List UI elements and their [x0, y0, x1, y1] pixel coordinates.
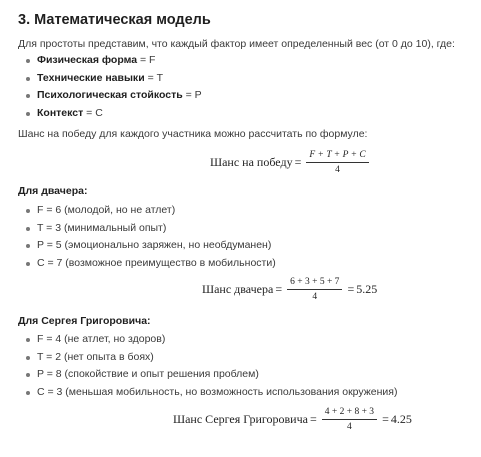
- dvacher-list: [0, 202, 276, 272]
- bullet-icon: [26, 94, 30, 98]
- list-item: Психологическая стойкость = P: [0, 87, 202, 105]
- list-item: F = 6 (молодой, но не атлет): [0, 202, 276, 220]
- list-item: Контекст = C: [0, 105, 202, 123]
- intro-paragraph: Для простоты представим, что каждый фактор имеет определенный вес (от 0 до 10), где:: [18, 38, 455, 50]
- list-item: P = 8 (спокойствие и опыт решения проблем): [0, 366, 397, 384]
- factor-list: [0, 52, 202, 122]
- sergey-list: [0, 331, 397, 401]
- sergey-formula: Шанс Сергея Григоровича = $\frac{4 + 2 + 8 + 3}{4}$ = 4.25: [173, 407, 412, 432]
- bullet-icon: [26, 262, 30, 266]
- list-item: Технические навыки = T: [0, 70, 202, 88]
- bullet-icon: [26, 112, 30, 116]
- list-item: Физическая форма = F: [0, 52, 202, 70]
- fraction: $\frac{6 + 3 + 5 + 7}{4}$: [287, 277, 342, 302]
- fraction: $\frac{F + T + P + C}{4}$: [306, 150, 368, 175]
- fraction: $\frac{4 + 2 + 8 + 3}{4}$: [322, 407, 377, 432]
- dvacher-formula: Шанс двачера = $\frac{6 + 3 + 5 + 7}{4}$ = 5.25: [202, 277, 378, 302]
- subheading-dvacher: Для двачера:: [18, 185, 88, 197]
- list-item: P = 5 (эмоционально заряжен, но необдуманен): [0, 237, 276, 255]
- list-item: T = 2 (нет опыта в боях): [0, 349, 397, 367]
- main-formula: Шанс на победу = $\frac{F + T + P + C}{4}$: [210, 150, 372, 175]
- bullet-icon: [26, 356, 30, 360]
- list-item: T = 3 (минимальный опыт): [0, 220, 276, 238]
- bullet-icon: [26, 209, 30, 213]
- section-heading: 3. Математическая модель: [18, 12, 211, 28]
- bullet-icon: [26, 227, 30, 231]
- bullet-icon: [26, 338, 30, 342]
- formula-intro: Шанс на победу для каждого участника можно рассчитать по формуле:: [18, 128, 368, 140]
- list-item: C = 7 (возможное преимущество в мобильности): [0, 255, 276, 273]
- bullet-icon: [26, 391, 30, 395]
- list-item: C = 3 (меньшая мобильность, но возможность использования окружения): [0, 384, 397, 402]
- subheading-sergey: Для Сергея Григоровича:: [18, 315, 151, 327]
- bullet-icon: [26, 59, 30, 63]
- bullet-icon: [26, 373, 30, 377]
- list-item: F = 4 (не атлет, но здоров): [0, 331, 397, 349]
- bullet-icon: [26, 244, 30, 248]
- bullet-icon: [26, 77, 30, 81]
